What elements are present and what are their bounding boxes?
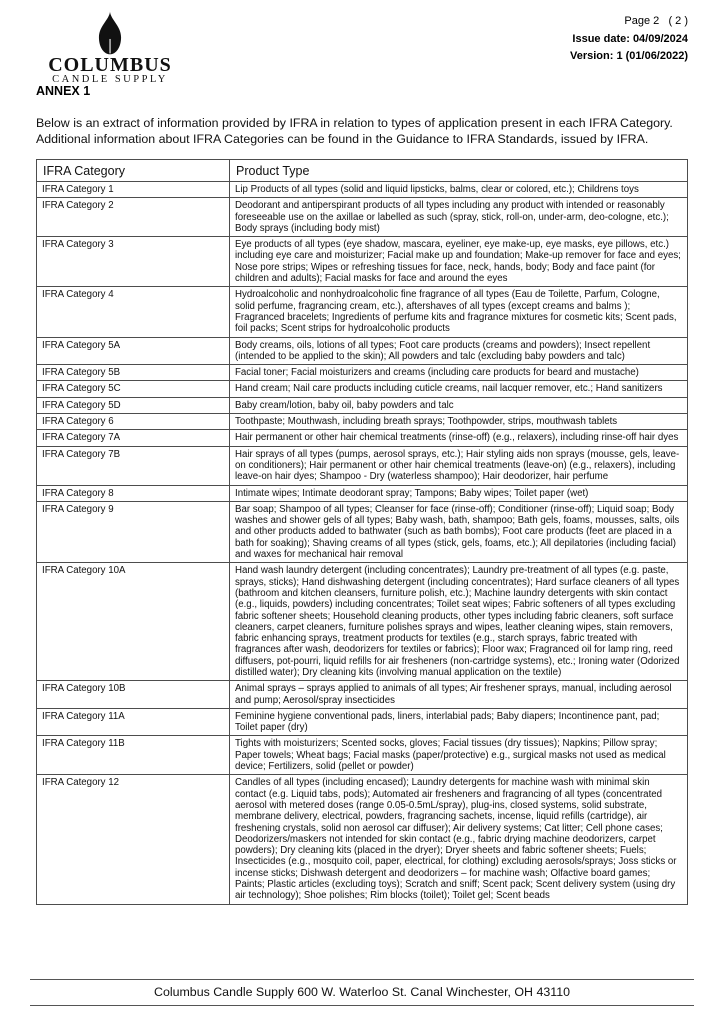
category-cell: IFRA Category 10A: [37, 563, 230, 681]
product-type-cell: Hair permanent or other hair chemical treatments (rinse-off) (e.g., relaxers), including rinse-off hair dyes: [230, 430, 688, 446]
footer-address: Columbus Candle Supply 600 W. Waterloo St. Canal Winchester, OH 43110: [154, 985, 570, 999]
category-cell: IFRA Category 11B: [37, 736, 230, 775]
product-type-cell: Intimate wipes; Intimate deodorant spray; Tampons; Baby wipes; Toilet paper (wet): [230, 485, 688, 501]
product-type-cell: Candles of all types (including encased); Laundry detergents for machine wash with minimal skin contact (e.g. Liquid tabs, pods); Automated air fresheners and fragrancing of all types (concentrated aerosol with metered doses (range 0.05-0.5mL/spray), plug-ins, closed systems, solid substrate, membrane delivery, electrical, powders, fragrancing sachets, incense, liquid refills (cartridge), air freshening crystals, solid non aerosol car diffuser); Air delivery systems; Cat litter; Cell phone cases; Deodorizers/maskers not intended for skin contact (e.g., fabric drying machine deodorizers, carpet powders); Dry cleaning kits (placed in the dryer); Dryer sheets and fabric softener sheets; Fuels; Insecticides (e.g., mosquito coil, paper, electrical, for clothing) excluding aerosols/sprays; Joss sticks or incense sticks; Dishwash detergent and deodorizers – for machine wash; Olfactive board games; Paints; Plastic articles (excluding toys); Scratch and sniff; Scent pack; Scent delivery system (using dry air technology); Shoe polishes; Rim blocks (toilet); Toilet gel; Scent beads: [230, 775, 688, 904]
logo-subtitle: CANDLE SUPPLY: [52, 74, 168, 85]
company-logo: [44, 10, 176, 86]
category-cell: IFRA Category 1: [37, 182, 230, 198]
logo-title: COLUMBUS: [48, 54, 172, 76]
category-cell: IFRA Category 5A: [37, 337, 230, 365]
product-type-cell: Facial toner; Facial moisturizers and creams (including care products for beard and mustache): [230, 365, 688, 381]
category-cell: IFRA Category 7A: [37, 430, 230, 446]
table-row: [37, 182, 688, 198]
category-cell: IFRA Category 7B: [37, 446, 230, 485]
table-row: [37, 198, 688, 237]
table-header: [37, 160, 688, 182]
main-content: [36, 84, 688, 905]
table-row: [37, 446, 688, 485]
category-cell: IFRA Category 4: [37, 287, 230, 337]
product-type-cell: Eye products of all types (eye shadow, mascara, eyeliner, eye make-up, eye masks, eye pillows, etc.) including eye care and moisturizer; Facial make up and foundation; Make-up remover for face and eyes; Nose pore strips; Wipes or refreshing tissues for face, neck, hands, body; Body and face paint (for children and adults); Facial masks for face and around the eyes: [230, 237, 688, 287]
table-row: [37, 430, 688, 446]
product-type-cell: Hand wash laundry detergent (including concentrates); Laundry pre-treatment of all types (e.g. paste, sprays, sticks); Hand dishwashing detergent (including concentrates); Hard surface cleaners of all types (bathroom and kitchen cleansers, furniture polish, etc.); Machine laundry detergents with skin contact (e.g., liquids, powders) including concentrates; Toilet seat wipes; Fabric softeners of all types excluding fabric softener sheets; Household cleaning products, other types including fabric cleaners, soft surface cleaners, carpet cleaners, furniture polishes sprays and wipes, leather cleaning wipes, stain removers, fabric enhancing sprays, treatment products for textiles (e.g., starch sprays, fabric treated with fragrances after wash, deodorizers for textiles or fabrics); Floor wax; Fragranced oil for lamp ring, reed diffusers, pot-pourri, liquid refills for air fresheners (non-cartridge systems), etc.; Ironing water (Odorized distilled water); Dry cleaning kits (involving manual application on the textile): [230, 563, 688, 681]
flame-icon: [92, 10, 128, 56]
table-row: [37, 365, 688, 381]
table-header-row: [37, 160, 688, 182]
product-type-cell: Hair sprays of all types (pumps, aerosol sprays, etc.); Hair styling aids non sprays (mousse, gels, leave-on conditioners); Hair permanent or other hair chemical treatments (leave-on) (e.g., relaxers), including leave-on hair dyes; Shampoo - Dry (waterless shampoo); Hair deodorizer, hair perfume: [230, 446, 688, 485]
product-type-cell: Toothpaste; Mouthwash, including breath sprays; Toothpowder, strips, mouthwash tablets: [230, 414, 688, 430]
page-info-block: [570, 13, 688, 66]
table-row: [37, 736, 688, 775]
product-type-cell: Feminine hygiene conventional pads, liners, interlabial pads; Baby diapers; Incontinence pant, pad; Toilet paper (dry): [230, 708, 688, 736]
category-cell: IFRA Category 3: [37, 237, 230, 287]
product-type-cell: Bar soap; Shampoo of all types; Cleanser for face (rinse-off); Conditioner (rinse-off); Liquid soap; Body washes and shower gels of all types; Baby wash, bath, shampoo; Bath gels, foams, mousses, salts, oils and other products added to bathwater (such as bath bombs); Foot care products (feet are placed in a bath for soaking); Shaving creams of all types (stick, gels, foams, etc.); All depilatories (including facial) and waxes for mechanical hair removal: [230, 501, 688, 562]
product-type-cell: Hand cream; Nail care products including cuticle creams, nail lacquer remover, etc.; Hand sanitizers: [230, 381, 688, 397]
product-type-cell: Deodorant and antiperspirant products of all types including any product with intended or reasonably foreseeable use on the axillae or labelled as such (spray, stick, roll-on, under-arm, deo-cologne, etc.); Body sprays (including body mist): [230, 198, 688, 237]
table-row: [37, 414, 688, 430]
table-row: [37, 381, 688, 397]
category-cell: IFRA Category 5D: [37, 397, 230, 413]
table-row: [37, 337, 688, 365]
intro-paragraph: Below is an extract of information provided by IFRA in relation to types of application present in each IFRA Category. Additional information about IFRA Categories can be found in the Guidance to IFRA Standards, issued by IFRA.: [36, 116, 673, 146]
page-header: [36, 10, 688, 90]
category-cell: IFRA Category 5C: [37, 381, 230, 397]
product-type-cell: Baby cream/lotion, baby oil, baby powders and talc: [230, 397, 688, 413]
table-row: [37, 775, 688, 904]
annex-title: ANNEX 1: [36, 84, 91, 98]
category-cell: IFRA Category 9: [37, 501, 230, 562]
product-type-cell: Hydroalcoholic and nonhydroalcoholic fine fragrance of all types (Eau de Toilette, Parfum, Cologne, solid perfume, fragrancing cream, etc.), aftershaves of all types (except creams and balms ); Fragranced bracelets; Ingredients of perfume kits and fragrance mixtures for cosmetic kits; Scent pads, foil packs; Scent strips for hydroalcoholic products: [230, 287, 688, 337]
product-type-cell: Body creams, oils, lotions of all types; Foot care products (creams and powders); Insect repellent (intended to be applied to the skin); All powders and talc (excluding baby powders and talc): [230, 337, 688, 365]
header-ifra-category: IFRA Category: [37, 160, 230, 182]
category-cell: IFRA Category 5B: [37, 365, 230, 381]
version: Version: 1 (01/06/2022): [569, 50, 688, 62]
table-row: [37, 681, 688, 709]
page-footer: [30, 979, 694, 1006]
table-row: [37, 563, 688, 681]
product-type-cell: Tights with moisturizers; Scented socks, gloves; Facial tissues (dry tissues); Napkins; Pillow spray; Paper towels; Wheat bags; Facial masks (paper/protective) e.g., surgical masks not used as medical device; Fertilizers, solid (pellet or powder): [230, 736, 688, 775]
table-row: [37, 501, 688, 562]
page-number: Page 2 ( 2 ): [624, 15, 688, 27]
header-product-type: Product Type: [230, 160, 688, 182]
product-type-cell: Animal sprays – sprays applied to animals of all types; Air freshener sprays, manual, including aerosol and pump; Aerosol/spray insecticides: [230, 681, 688, 709]
issue-date: Issue date: 04/09/2024: [572, 32, 688, 45]
category-cell: IFRA Category 12: [37, 775, 230, 904]
category-cell: IFRA Category 8: [37, 485, 230, 501]
table-row: [37, 708, 688, 736]
category-cell: IFRA Category 11A: [37, 708, 230, 736]
ifra-table-body: [37, 182, 688, 905]
table-row: [37, 287, 688, 337]
category-cell: IFRA Category 6: [37, 414, 230, 430]
table-row: [37, 237, 688, 287]
table-row: [37, 397, 688, 413]
product-type-cell: Lip Products of all types (solid and liquid lipsticks, balms, clear or colored, etc.); Childrens toys: [230, 182, 688, 198]
category-cell: IFRA Category 2: [37, 198, 230, 237]
ifra-category-table: [36, 159, 688, 905]
table-row: [37, 485, 688, 501]
category-cell: IFRA Category 10B: [37, 681, 230, 709]
